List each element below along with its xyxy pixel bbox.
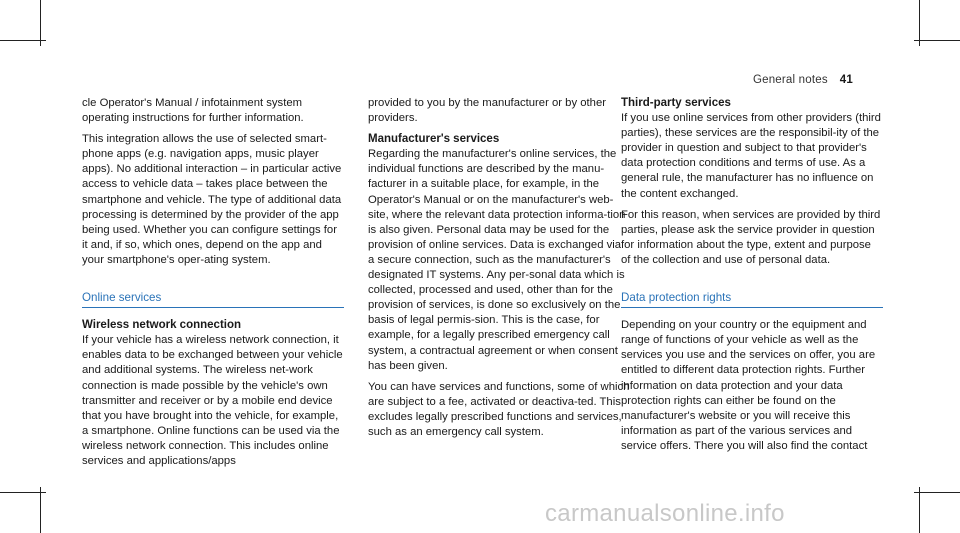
paragraph: cle Operator's Manual / infotainment system operating instructions for further information. <box>82 97 304 125</box>
section-heading-online-services: Online services <box>82 290 344 308</box>
paragraph: If you use online services from other providers (third parties), these services are the responsibil-ity of the provider in question and subject to that provider's data protection conditions and terms of use. As a general rule, the manufacturer has no influence on the content exchanged. <box>621 112 881 200</box>
crop-mark <box>0 40 46 41</box>
page-header <box>753 74 853 86</box>
column-left <box>82 96 344 475</box>
subheading-manufacturer-services: Manufacturer's services <box>368 133 500 146</box>
paragraph: This integration allows the use of selected smart-phone apps (e.g. navigation apps, music player apps). No additional interaction – in particular active access to vehicle data – takes place between the smartphone and vehicle. The type of additional data processing is determined by the provider of the app being used. Whether you can configure settings for it and, if so, which ones, depend on the app and your smartphone's oper-ating system. <box>82 133 342 266</box>
crop-mark <box>914 40 960 41</box>
paragraph: For this reason, when services are provided by third parties, please ask the service provider in question for information about the type, extent and purpose of the collection and use of personal data. <box>621 208 881 266</box>
section-heading-data-protection-rights: Data protection rights <box>621 290 883 308</box>
crop-mark <box>40 487 41 533</box>
page-number: 41 <box>839 74 853 86</box>
crop-mark <box>919 487 920 533</box>
column-right <box>621 96 883 460</box>
paragraph: You can have services and functions, some of which are subject to a fee, activated or deactiva-ted. This excludes legally prescribed functions and services, such as an emergency call system. <box>368 380 630 438</box>
paragraph: If your vehicle has a wireless network connection, it enables data to be exchanged between your vehicle and additional systems. The wireless net-work connection is made possible by the vehicle's own transmitter and receiver or by a mobile end device that you have brought into the vehicle, for example, a smartphone. Online functions can be used via the wireless network connection. This includes online services and applications/apps <box>82 334 343 467</box>
paragraph: Regarding the manufacturer's online services, the individual functions are described by the manu-facturer in a suitable place, for example, in the Operator's Manual or on the manufacturer's web-site, where the relevant data protection informa-tion is also given. Personal data may be used for the provision of online services. Data is exchanged via a secure connection, such as the manufacturer's designated IT systems. Any per-sonal data which is collected, processed and used, other than for the provision of services, is done so exclusively on the basis of legal permis-sion. This is the case, for example, for a legally prescribed emergency call system, a contractual agreement or when consent has been given. <box>368 148 626 372</box>
header-title: General notes <box>752 74 828 86</box>
crop-mark <box>914 492 960 493</box>
subheading-wireless-network: Wireless network connection <box>82 319 242 332</box>
paragraph: Depending on your country or the equipment and range of functions of your vehicle as well as the services you use and the services on offer, you are entitled to different data protection rights. Further information on data protection and your data protection rights can either be found on the manufacturer's website or you will receive this information as part of the various services and service offers. There you will also find the contact <box>621 319 876 452</box>
watermark: carmanualsonline.info <box>545 500 785 527</box>
subheading-third-party-services: Third-party services <box>621 97 731 109</box>
paragraph: provided to you by the manufacturer or by other providers. <box>368 97 606 125</box>
column-middle <box>368 96 630 446</box>
crop-mark <box>0 492 46 493</box>
